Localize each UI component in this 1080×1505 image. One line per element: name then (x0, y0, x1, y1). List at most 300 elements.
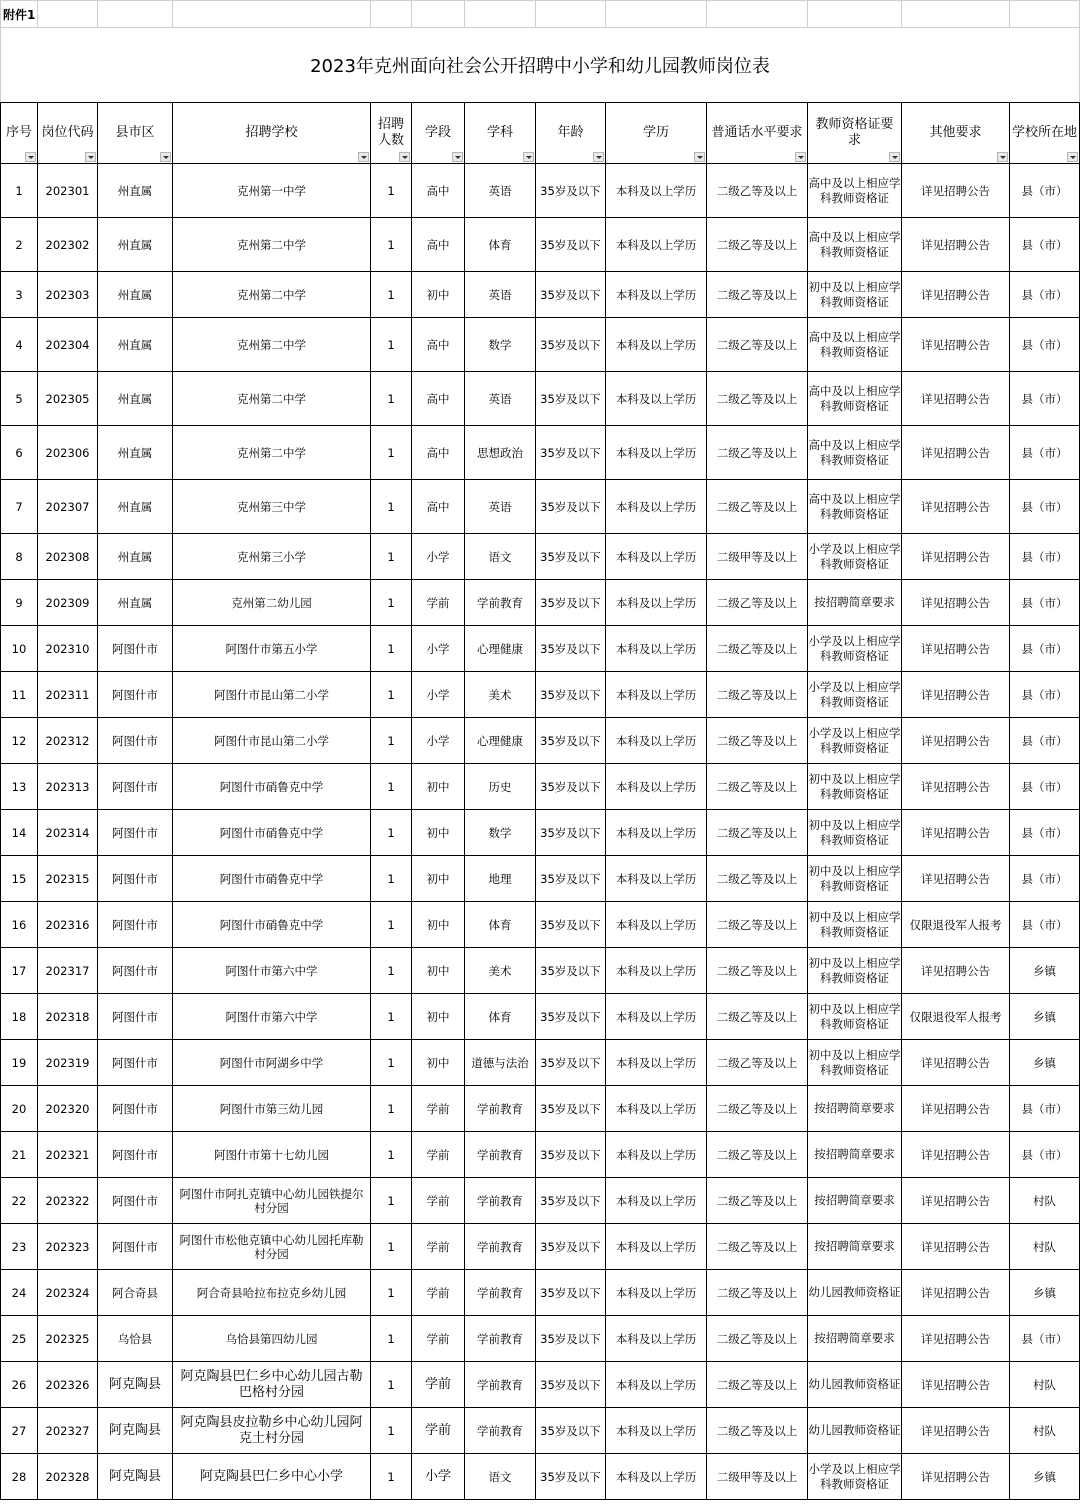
cell-subject: 体育 (465, 994, 536, 1040)
cell-school: 阿合奇县哈拉布拉克乡幼儿园 (173, 1270, 371, 1316)
cell-seq: 25 (1, 1316, 38, 1362)
cell-school: 阿图什市硝鲁克中学 (173, 764, 371, 810)
cell-age: 35岁及以下 (536, 1316, 606, 1362)
cell-subject: 历史 (465, 764, 536, 810)
cell-post-code: 202328 (38, 1454, 98, 1500)
cell-age: 35岁及以下 (536, 534, 606, 580)
sheet-top-bar (1, 1, 1080, 28)
cell-school: 克州第三中学 (173, 480, 371, 534)
cell-subject: 语文 (465, 1454, 536, 1500)
cell-school: 阿图什市昆山第二小学 (173, 672, 371, 718)
cell-other: 详见招聘公告 (902, 626, 1010, 672)
table-row (1, 372, 1080, 426)
cell-certificate: 小学及以上相应学科教师资格证 (808, 626, 902, 672)
filter-dropdown-icon[interactable] (85, 152, 96, 162)
page-title: 2023年克州面向社会公开招聘中小学和幼儿园教师岗位表 (1, 28, 1080, 103)
cell-school: 阿图什市第六中学 (173, 948, 371, 994)
cell-school: 克州第二中学 (173, 426, 371, 480)
cell-age: 35岁及以下 (536, 626, 606, 672)
cell-post-code: 202308 (38, 534, 98, 580)
cell-certificate: 初中及以上相应学科教师资格证 (808, 272, 902, 318)
header-label: 序号 (5, 125, 32, 140)
cell-stage: 学前 (412, 1178, 465, 1224)
cell-other: 详见招聘公告 (902, 1408, 1010, 1454)
cell-mandarin: 二级乙等及以上 (707, 718, 808, 764)
cell-age: 35岁及以下 (536, 1132, 606, 1178)
cell-county: 阿图什市 (98, 764, 173, 810)
cell-school: 克州第二幼儿园 (173, 580, 371, 626)
cell-other: 详见招聘公告 (902, 948, 1010, 994)
cell-education: 本科及以上学历 (606, 1408, 707, 1454)
cell-stage: 高中 (412, 480, 465, 534)
cell-seq: 15 (1, 856, 38, 902)
header-label: 县市区 (115, 125, 155, 140)
cell-subject: 学前教育 (465, 1270, 536, 1316)
cell-county: 阿图什市 (98, 1132, 173, 1178)
cell-education: 本科及以上学历 (606, 718, 707, 764)
table-row (1, 534, 1080, 580)
cell-count: 1 (371, 810, 412, 856)
cell-age: 35岁及以下 (536, 480, 606, 534)
cell-county: 州直属 (98, 426, 173, 480)
cell-location: 乡镇 (1010, 1040, 1080, 1086)
cell-stage: 初中 (412, 948, 465, 994)
table-row (1, 1040, 1080, 1086)
cell-certificate: 高中及以上相应学科教师资格证 (808, 372, 902, 426)
cell-mandarin: 二级乙等及以上 (707, 1224, 808, 1270)
cell-subject: 英语 (465, 272, 536, 318)
header-other (902, 103, 1010, 164)
cell-stage: 初中 (412, 1040, 465, 1086)
cell-mandarin: 二级乙等及以上 (707, 948, 808, 994)
cell-mandarin: 二级乙等及以上 (707, 672, 808, 718)
cell-education: 本科及以上学历 (606, 626, 707, 672)
cell-certificate: 幼儿园教师资格证 (808, 1408, 902, 1454)
cell-post-code: 202324 (38, 1270, 98, 1316)
filter-dropdown-icon[interactable] (358, 152, 369, 162)
table-row (1, 426, 1080, 480)
cell-location: 县（市） (1010, 626, 1080, 672)
cell-age: 35岁及以下 (536, 810, 606, 856)
cell-other: 详见招聘公告 (902, 810, 1010, 856)
cell-subject: 学前教育 (465, 580, 536, 626)
table-row (1, 272, 1080, 318)
cell-subject: 学前教育 (465, 1132, 536, 1178)
cell-education: 本科及以上学历 (606, 1270, 707, 1316)
cell-county: 州直属 (98, 218, 173, 272)
cell-mandarin: 二级乙等及以上 (707, 1362, 808, 1408)
filter-dropdown-icon[interactable] (694, 152, 705, 162)
cell-count: 1 (371, 1178, 412, 1224)
cell-subject: 道德与法治 (465, 1040, 536, 1086)
cell-county: 阿图什市 (98, 1178, 173, 1224)
cell-county: 阿图什市 (98, 1086, 173, 1132)
cell-seq: 23 (1, 1224, 38, 1270)
cell-location: 县（市） (1010, 764, 1080, 810)
cell-other: 详见招聘公告 (902, 1086, 1010, 1132)
table-row (1, 318, 1080, 372)
cell-stage: 学前 (412, 1316, 465, 1362)
cell-subject: 英语 (465, 164, 536, 218)
cell-subject: 学前教育 (465, 1316, 536, 1362)
cell-stage: 初中 (412, 856, 465, 902)
cell-age: 35岁及以下 (536, 372, 606, 426)
cell-seq: 28 (1, 1454, 38, 1500)
cell-location: 乡镇 (1010, 994, 1080, 1040)
cell-count: 1 (371, 272, 412, 318)
cell-school: 克州第二中学 (173, 218, 371, 272)
cell-count: 1 (371, 580, 412, 626)
cell-certificate: 按招聘简章要求 (808, 580, 902, 626)
cell-county: 阿图什市 (98, 718, 173, 764)
cell-certificate: 高中及以上相应学科教师资格证 (808, 480, 902, 534)
cell-post-code: 202315 (38, 856, 98, 902)
cell-mandarin: 二级乙等及以上 (707, 1132, 808, 1178)
cell-post-code: 202314 (38, 810, 98, 856)
cell-education: 本科及以上学历 (606, 1178, 707, 1224)
cell-count: 1 (371, 948, 412, 994)
cell-count: 1 (371, 672, 412, 718)
table-row (1, 948, 1080, 994)
cell-stage: 学前 (412, 1362, 465, 1408)
cell-certificate: 幼儿园教师资格证 (808, 1270, 902, 1316)
filter-dropdown-icon[interactable] (795, 152, 806, 162)
cell-seq: 1 (1, 164, 38, 218)
cell-education: 本科及以上学历 (606, 218, 707, 272)
cell-count: 1 (371, 718, 412, 764)
cell-seq: 21 (1, 1132, 38, 1178)
header-label: 普通话水平要求 (711, 125, 803, 140)
cell-count: 1 (371, 218, 412, 272)
cell-subject: 学前教育 (465, 1178, 536, 1224)
cell-seq: 12 (1, 718, 38, 764)
cell-mandarin: 二级乙等及以上 (707, 218, 808, 272)
table-row (1, 1224, 1080, 1270)
cell-mandarin: 二级乙等及以上 (707, 164, 808, 218)
header-subject (465, 103, 536, 164)
cell-other: 详见招聘公告 (902, 856, 1010, 902)
cell-school: 阿图什市昆山第二小学 (173, 718, 371, 764)
cell-location: 县（市） (1010, 1132, 1080, 1178)
cell-location: 县（市） (1010, 810, 1080, 856)
cell-age: 35岁及以下 (536, 1040, 606, 1086)
table-row (1, 856, 1080, 902)
cell-school: 阿图什市松他克镇中心幼儿园托库勒村分园 (173, 1224, 371, 1270)
cell-stage: 初中 (412, 810, 465, 856)
cell-certificate: 按招聘简章要求 (808, 1086, 902, 1132)
cell-certificate: 初中及以上相应学科教师资格证 (808, 902, 902, 948)
cell-education: 本科及以上学历 (606, 164, 707, 218)
cell-county: 阿克陶县 (98, 1408, 173, 1454)
cell-count: 1 (371, 1316, 412, 1362)
cell-count: 1 (371, 1086, 412, 1132)
cell-count: 1 (371, 534, 412, 580)
cell-county: 阿图什市 (98, 948, 173, 994)
table-row (1, 764, 1080, 810)
cell-post-code: 202304 (38, 318, 98, 372)
cell-age: 35岁及以下 (536, 272, 606, 318)
header-label: 学历 (642, 125, 669, 140)
cell-age: 35岁及以下 (536, 1178, 606, 1224)
cell-count: 1 (371, 318, 412, 372)
cell-post-code: 202313 (38, 764, 98, 810)
cell-certificate: 幼儿园教师资格证 (808, 1362, 902, 1408)
filter-dropdown-icon[interactable] (399, 152, 410, 162)
cell-count: 1 (371, 764, 412, 810)
cell-education: 本科及以上学历 (606, 480, 707, 534)
cell-post-code: 202309 (38, 580, 98, 626)
cell-count: 1 (371, 994, 412, 1040)
cell-education: 本科及以上学历 (606, 1086, 707, 1132)
cell-mandarin: 二级乙等及以上 (707, 580, 808, 626)
cell-seq: 2 (1, 218, 38, 272)
cell-count: 1 (371, 1270, 412, 1316)
cell-subject: 心理健康 (465, 718, 536, 764)
cell-school: 阿克陶县巴仁乡中心幼儿园古勒巴格村分园 (173, 1362, 371, 1408)
cell-seq: 10 (1, 626, 38, 672)
cell-seq: 9 (1, 580, 38, 626)
cell-county: 阿图什市 (98, 626, 173, 672)
cell-mandarin: 二级乙等及以上 (707, 1086, 808, 1132)
cell-certificate: 小学及以上相应学科教师资格证 (808, 1454, 902, 1500)
filter-dropdown-icon[interactable] (25, 152, 36, 162)
cell-mandarin: 二级乙等及以上 (707, 810, 808, 856)
cell-school: 克州第二中学 (173, 272, 371, 318)
cell-count: 1 (371, 1224, 412, 1270)
cell-age: 35岁及以下 (536, 426, 606, 480)
cell-subject: 英语 (465, 372, 536, 426)
cell-location: 县（市） (1010, 480, 1080, 534)
cell-seq: 17 (1, 948, 38, 994)
cell-age: 35岁及以下 (536, 164, 606, 218)
cell-other: 仅限退役军人报考 (902, 994, 1010, 1040)
table-row (1, 626, 1080, 672)
cell-age: 35岁及以下 (536, 1224, 606, 1270)
cell-certificate: 小学及以上相应学科教师资格证 (808, 718, 902, 764)
cell-location: 县（市） (1010, 272, 1080, 318)
cell-mandarin: 二级乙等及以上 (707, 1270, 808, 1316)
cell-subject: 英语 (465, 480, 536, 534)
filter-dropdown-icon[interactable] (997, 152, 1008, 162)
cell-other: 详见招聘公告 (902, 1270, 1010, 1316)
cell-mandarin: 二级乙等及以上 (707, 1178, 808, 1224)
title-row (1, 28, 1080, 103)
header-label: 学段 (424, 125, 451, 140)
cell-other: 仅限退役军人报考 (902, 902, 1010, 948)
cell-location: 乡镇 (1010, 1454, 1080, 1500)
cell-mandarin: 二级甲等及以上 (707, 534, 808, 580)
cell-mandarin: 二级乙等及以上 (707, 372, 808, 426)
header-stage (412, 103, 465, 164)
cell-education: 本科及以上学历 (606, 580, 707, 626)
header-education (606, 103, 707, 164)
header-mandarin (707, 103, 808, 164)
cell-school: 克州第二中学 (173, 318, 371, 372)
cell-seq: 16 (1, 902, 38, 948)
cell-location: 村队 (1010, 1362, 1080, 1408)
cell-count: 1 (371, 372, 412, 426)
cell-count: 1 (371, 1362, 412, 1408)
cell-seq: 24 (1, 1270, 38, 1316)
cell-county: 州直属 (98, 480, 173, 534)
cell-location: 乡镇 (1010, 1270, 1080, 1316)
cell-education: 本科及以上学历 (606, 534, 707, 580)
cell-location: 县（市） (1010, 902, 1080, 948)
cell-education: 本科及以上学历 (606, 426, 707, 480)
cell-subject: 地理 (465, 856, 536, 902)
filter-dropdown-icon[interactable] (593, 152, 604, 162)
cell-count: 1 (371, 426, 412, 480)
cell-post-code: 202306 (38, 426, 98, 480)
header-label: 招聘学校 (245, 125, 298, 140)
cell-other: 详见招聘公告 (902, 1224, 1010, 1270)
cell-location: 县（市） (1010, 218, 1080, 272)
cell-post-code: 202316 (38, 902, 98, 948)
cell-county: 阿图什市 (98, 672, 173, 718)
cell-count: 1 (371, 856, 412, 902)
cell-stage: 高中 (412, 218, 465, 272)
cell-other: 详见招聘公告 (902, 426, 1010, 480)
table-row (1, 810, 1080, 856)
cell-school: 阿图什市第六中学 (173, 994, 371, 1040)
cell-age: 35岁及以下 (536, 856, 606, 902)
cell-other: 详见招聘公告 (902, 218, 1010, 272)
cell-stage: 小学 (412, 1454, 465, 1500)
cell-school: 克州第三小学 (173, 534, 371, 580)
cell-stage: 初中 (412, 764, 465, 810)
header-post-code (38, 103, 98, 164)
cell-education: 本科及以上学历 (606, 272, 707, 318)
cell-post-code: 202325 (38, 1316, 98, 1362)
filter-dropdown-icon[interactable] (1067, 152, 1078, 162)
cell-stage: 学前 (412, 580, 465, 626)
table-row (1, 580, 1080, 626)
cell-stage: 小学 (412, 672, 465, 718)
cell-seq: 14 (1, 810, 38, 856)
cell-subject: 体育 (465, 218, 536, 272)
cell-other: 详见招聘公告 (902, 580, 1010, 626)
cell-post-code: 202310 (38, 626, 98, 672)
cell-school: 乌恰县第四幼儿园 (173, 1316, 371, 1362)
cell-county: 阿克陶县 (98, 1362, 173, 1408)
cell-certificate: 按招聘简章要求 (808, 1178, 902, 1224)
cell-other: 详见招聘公告 (902, 534, 1010, 580)
cell-stage: 初中 (412, 272, 465, 318)
cell-other: 详见招聘公告 (902, 672, 1010, 718)
cell-seq: 8 (1, 534, 38, 580)
cell-mandarin: 二级乙等及以上 (707, 318, 808, 372)
cell-stage: 初中 (412, 902, 465, 948)
cell-stage: 小学 (412, 718, 465, 764)
filter-dropdown-icon[interactable] (889, 152, 900, 162)
cell-certificate: 初中及以上相应学科教师资格证 (808, 994, 902, 1040)
cell-school: 阿图什市第三幼儿园 (173, 1086, 371, 1132)
filter-dropdown-icon[interactable] (452, 152, 463, 162)
filter-dropdown-icon[interactable] (523, 152, 534, 162)
cell-age: 35岁及以下 (536, 1454, 606, 1500)
cell-post-code: 202311 (38, 672, 98, 718)
cell-other: 详见招聘公告 (902, 1316, 1010, 1362)
cell-age: 35岁及以下 (536, 1086, 606, 1132)
cell-stage: 高中 (412, 318, 465, 372)
cell-seq: 3 (1, 272, 38, 318)
cell-stage: 学前 (412, 1132, 465, 1178)
cell-education: 本科及以上学历 (606, 856, 707, 902)
header-age (536, 103, 606, 164)
cell-education: 本科及以上学历 (606, 1316, 707, 1362)
header-seq (1, 103, 38, 164)
cell-seq: 13 (1, 764, 38, 810)
header-label: 岗位代码 (41, 125, 94, 140)
cell-location: 县（市） (1010, 1316, 1080, 1362)
cell-seq: 4 (1, 318, 38, 372)
table-row (1, 1316, 1080, 1362)
cell-age: 35岁及以下 (536, 580, 606, 626)
cell-education: 本科及以上学历 (606, 994, 707, 1040)
cell-age: 35岁及以下 (536, 1408, 606, 1454)
cell-education: 本科及以上学历 (606, 1040, 707, 1086)
cell-certificate: 高中及以上相应学科教师资格证 (808, 426, 902, 480)
cell-other: 详见招聘公告 (902, 1040, 1010, 1086)
header-row (1, 103, 1080, 164)
cell-certificate: 初中及以上相应学科教师资格证 (808, 1040, 902, 1086)
cell-location: 村队 (1010, 1178, 1080, 1224)
cell-school: 阿图什市阿湖乡中学 (173, 1040, 371, 1086)
cell-location: 县（市） (1010, 426, 1080, 480)
header-location (1010, 103, 1080, 164)
cell-stage: 学前 (412, 1270, 465, 1316)
cell-county: 阿图什市 (98, 1040, 173, 1086)
table-row (1, 994, 1080, 1040)
cell-school: 阿克陶县皮拉勒乡中心幼儿园阿克土村分园 (173, 1408, 371, 1454)
cell-certificate: 初中及以上相应学科教师资格证 (808, 764, 902, 810)
cell-county: 阿图什市 (98, 1224, 173, 1270)
cell-stage: 学前 (412, 1408, 465, 1454)
cell-school: 阿图什市第十七幼儿园 (173, 1132, 371, 1178)
cell-age: 35岁及以下 (536, 718, 606, 764)
cell-post-code: 202321 (38, 1132, 98, 1178)
cell-other: 详见招聘公告 (902, 1454, 1010, 1500)
cell-seq: 11 (1, 672, 38, 718)
cell-post-code: 202318 (38, 994, 98, 1040)
header-county (98, 103, 173, 164)
cell-county: 阿图什市 (98, 856, 173, 902)
cell-seq: 27 (1, 1408, 38, 1454)
cell-age: 35岁及以下 (536, 318, 606, 372)
cell-county: 州直属 (98, 272, 173, 318)
cell-county: 州直属 (98, 164, 173, 218)
cell-location: 村队 (1010, 1408, 1080, 1454)
cell-mandarin: 二级乙等及以上 (707, 626, 808, 672)
filter-dropdown-icon[interactable] (160, 152, 171, 162)
table-row (1, 672, 1080, 718)
cell-county: 乌恰县 (98, 1316, 173, 1362)
cell-certificate: 按招聘简章要求 (808, 1224, 902, 1270)
cell-post-code: 202327 (38, 1408, 98, 1454)
cell-age: 35岁及以下 (536, 218, 606, 272)
cell-school: 阿图什市硝鲁克中学 (173, 902, 371, 948)
cell-other: 详见招聘公告 (902, 480, 1010, 534)
cell-county: 阿合奇县 (98, 1270, 173, 1316)
cell-post-code: 202322 (38, 1178, 98, 1224)
cell-other: 详见招聘公告 (902, 764, 1010, 810)
cell-post-code: 202326 (38, 1362, 98, 1408)
cell-post-code: 202302 (38, 218, 98, 272)
cell-mandarin: 二级乙等及以上 (707, 480, 808, 534)
cell-subject: 学前教育 (465, 1408, 536, 1454)
cell-mandarin: 二级乙等及以上 (707, 764, 808, 810)
cell-other: 详见招聘公告 (902, 372, 1010, 426)
